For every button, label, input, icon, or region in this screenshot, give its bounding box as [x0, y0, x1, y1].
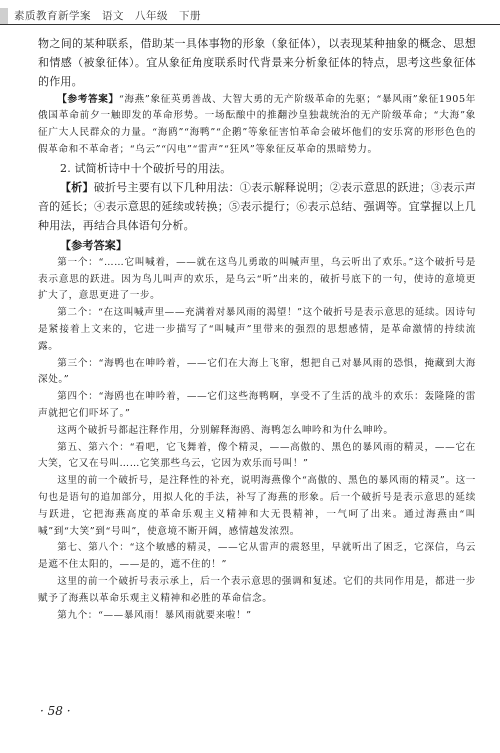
dash-7-8: 第七、第八个：“这个敏感的精灵，——它从雷声的震怒里，早就听出了困乏，它深信，乌云是遮不住太阳的，——是的，遮不住的！” [38, 542, 476, 571]
analysis-text: 破折号主要有以下几种用法：①表示解释说明；②表示意思的跃进；③表示声音的延长；④表示意思的延续或转换；⑤表示提行；⑥表示总结、强调等。宜掌握以上几种用法，再结合具体语句分析。 [38, 181, 476, 233]
answer-block-symbolism [38, 92, 476, 159]
paragraph-intro: 物之间的某种联系，借助某一具体事物的形象（象征体），以表现某种抽象的概念、思想和情感（被象征体）。宜从象征角度联系时代背景来分析象征体的特点，思考这些象征体的作用。 [38, 37, 476, 89]
dash-5-6-note: 这里的前一个破折号，是注释性的补充，说明海燕像个“高傲的、黑色的暴风雨的精灵”。这一句也是语句的追加部分，用拟人化的手法，补写了海燕的形象。后一个破折号是表示意思的延续与跃进，它把海燕高度的革命乐观主义精神和大无畏精神，一气呵了出来。通过海燕由“叫喊”到“大笑”到“号叫”，使意境不断开阔，感情越发浓烈。 [38, 475, 476, 537]
answer-text: “海燕”象征英勇善战、大智大勇的无产阶级革命的先驱；“暴风雨”象征1905年俄国革命前夕一触即发的革命形势。一场酝酿中的推翻沙皇独裁统治的无产阶级革命；“大海”象征广大人民群众的力量。“海鸥”“海鸭”“企鹅”等象征害怕革命会破坏他们的安乐窝的形形色色的假革命和不革命者；“乌云”“闪电”“雷声”“狂风”等象征反革命的黑暗势力。 [38, 93, 476, 155]
text-body [38, 34, 476, 624]
header-accent-bar [0, 8, 8, 24]
dash-5-6: 第五、第六个：“看吧，它飞舞着，像个精灵，——高傲的、黑色的暴风雨的精灵，——它在大笑，它又在号叫……它笑那些乌云，它因为欢乐而号叫！” [38, 441, 476, 470]
answer-label: 【参考答案】 [57, 93, 119, 105]
dash-7-8-note: 这里的前一个破折号表示承上，后一个表示意思的强调和复述。它们的共同作用是，都进一步赋予了海燕以革命乐观主义精神和必胜的革命信念。 [38, 575, 476, 604]
page-number: · 58 · [40, 704, 71, 718]
dash-1: 第一个：“……它叫喊着，——就在这鸟儿勇敢的叫喊声里，乌云听出了欢乐。”这个破折号是表示意思的跃进。因为鸟儿叫声的欢乐，是乌云“听”出来的，破折号底下的一句，使诗的意境更扩大了，意思更进了一步。 [38, 256, 476, 302]
running-header [0, 8, 500, 25]
dash-2: 第二个：“在这叫喊声里——充满着对暴风雨的渴望！”这个破折号是表示意思的延续。因诗句是紧接着上文来的，它进一步描写了“叫喊声”里带来的强烈的思想感情，是革命激情的持续流露。 [38, 307, 476, 352]
analysis-block [38, 178, 476, 236]
analysis-label: 【析】 [60, 181, 94, 194]
dash-3: 第三个：“海鸭也在呻吟着，——它们在大海上飞窜，想把自己对暴风雨的恐惧，掩藏到大海深处。” [38, 357, 476, 386]
question-2: 2. 试简析诗中十个破折号的用法。 [60, 161, 232, 175]
dash-4: 第四个：“海鸥也在呻吟着，——它们这些海鸭啊，享受不了生活的战斗的欢乐：轰隆隆的雷声就把它们吓坏了。” [38, 391, 476, 419]
answer-label-dashes: 【参考答案】 [60, 238, 128, 252]
dash-3-4-note: 这两个破折号都起注释作用，分别解释海鸥、海鸭怎么呻吟和为什么呻吟。 [57, 424, 394, 436]
header-title: 素质教育新学案 语文 八年级 下册 [14, 10, 201, 22]
dash-9: 第九个：“——暴风雨！暴风雨就要来啦！” [57, 609, 252, 621]
